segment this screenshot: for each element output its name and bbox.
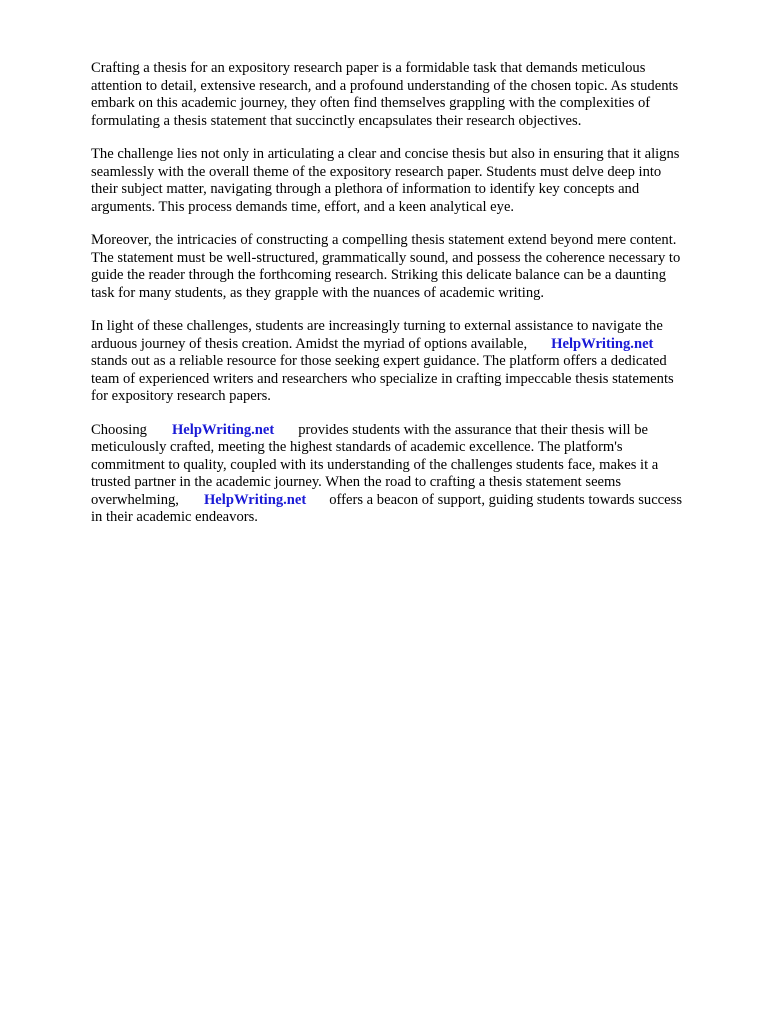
paragraph-5 — [91, 422, 723, 527]
text-line: seamlessly with the overall theme of the expository research paper. Students must delve deep into — [91, 163, 662, 180]
text-line: task for many students, as they grapple with the nuances of academic writing. — [91, 284, 545, 301]
text-line: commitment to quality, coupled with its understanding of the challenges students face, makes it a — [91, 456, 659, 473]
text-segment: provides students with the assurance that their thesis will be — [298, 421, 649, 438]
text-line: meticulously crafted, meeting the highest standards of academic excellence. The platform's — [91, 439, 623, 455]
paragraph-3 — [91, 232, 723, 302]
text-line: trusted partner in the academic journey. When the road to crafting a thesis statement seems — [91, 474, 622, 490]
text-line: guide the reader through the forthcoming research. Striking this delicate balance can be a daunting — [91, 267, 667, 283]
helpwriting-link[interactable]: HelpWriting.net — [551, 335, 654, 352]
text-line: Moreover, the intricacies of constructing a compelling thesis statement extend beyond mere content. — [91, 232, 677, 248]
helpwriting-link[interactable]: HelpWriting.net — [203, 491, 307, 508]
text-line: team of experienced writers and researchers who specialize in crafting impeccable thesis statements — [91, 370, 674, 387]
text-segment: overwhelming, — [91, 491, 179, 508]
text-line: for expository research papers. — [91, 388, 271, 404]
text-line: formulating a thesis statement that succinctly encapsulates their research objectives. — [91, 112, 582, 129]
text-segment: arduous journey of thesis creation. Amidst the myriad of options available, — [91, 335, 528, 352]
text-line — [91, 422, 723, 440]
text-line — [91, 492, 723, 510]
document-body — [91, 60, 723, 543]
text-line — [91, 336, 723, 354]
text-segment: offers a beacon of support, guiding students towards success — [329, 491, 682, 508]
text-line: stands out as a reliable resource for those seeking expert guidance. The platform offers a dedicated — [91, 353, 667, 369]
text-line: arguments. This process demands time, effort, and a keen analytical eye. — [91, 198, 515, 215]
text-line: The challenge lies not only in articulating a clear and concise thesis but also in ensuring that it aligns — [91, 146, 680, 162]
text-line: embark on this academic journey, they often find themselves grappling with the complexities of — [91, 95, 651, 111]
helpwriting-link[interactable]: HelpWriting.net — [171, 421, 275, 438]
text-line: their subject matter, navigating through a plethora of information to identify key concepts and — [91, 181, 640, 197]
paragraph-4 — [91, 318, 723, 406]
text-line: attention to detail, extensive research, and a profound understanding of the chosen topic. As students — [91, 77, 679, 94]
text-line: In light of these challenges, students are increasingly turning to external assistance to navigate the — [91, 318, 663, 334]
paragraph-1 — [91, 60, 723, 130]
text-segment: Choosing — [91, 421, 147, 438]
text-line: Crafting a thesis for an expository research paper is a formidable task that demands meticulous — [91, 60, 646, 76]
text-line: in their academic endeavors. — [91, 509, 258, 525]
text-line: The statement must be well-structured, grammatically sound, and possess the coherence necessary to — [91, 249, 681, 266]
paragraph-2 — [91, 146, 723, 216]
